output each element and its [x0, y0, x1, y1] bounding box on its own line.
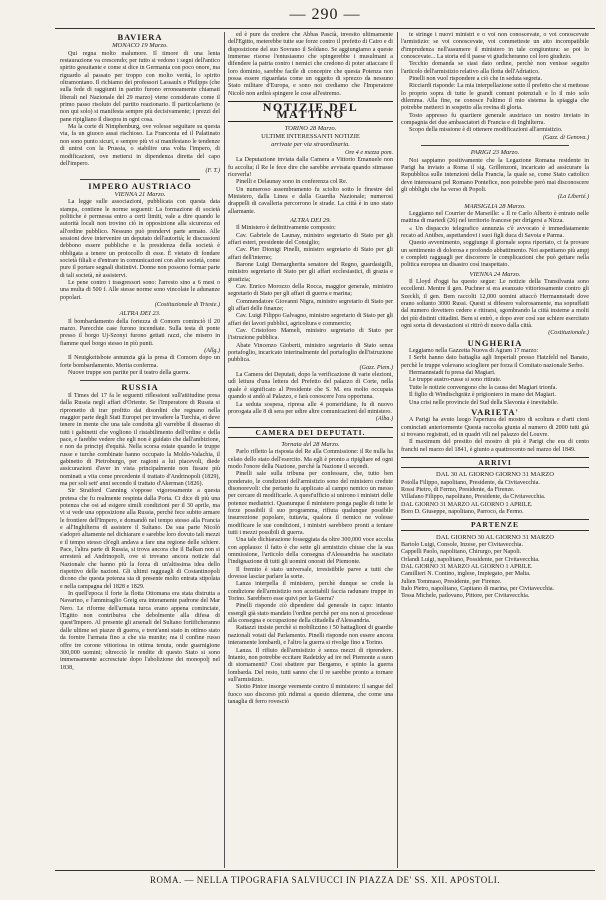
dateline: MONACO 19 Marzo.	[112, 42, 168, 50]
article-paragraph: Le truppe austro-russe si sono ritirate.	[409, 377, 502, 384]
article-paragraph: Pinelli risponde ciò dipendere dal generale in capo: intanto essergli già stato mandato l'ordine perchè per ora non si procedesse alla consegna e occupazione della cittadella d'Alessandria.	[228, 603, 393, 625]
article-paragraph: La legge sulle associazioni, pubblicata con questa data stampa, contiene le norme seguenti: La formazione di società politiche è permessa entro a certi limiti, vale a dire quando le autorità locali non trovino ciò in opposizione alla sicurezza ed all'ordine pubblico. Nessuno può prendervi parte armato. Alle sessioni deve intervenire un deputato dell'autorità; le discussioni debbono essere pubbliche e la presidenza della società è obbligata a tenere un protocollo di esse. È vietato di fondare società filiali e d'entrare in comunicazioni con altre società, come pure il portare segnali distintivi. Donne non possono formar parte di tali società, nè assistervi.	[60, 199, 220, 279]
departure-entry: Bartolo Luigi, Console, Inzese, per Civitavecchia.	[401, 542, 524, 548]
article-paragraph: Nuove truppe son partite per il teatro della guerra.	[68, 370, 190, 377]
subheading: ULTIME INTERESSANTI NOTIZIE	[261, 133, 360, 141]
article-paragraph: I Serbi hanno dato battaglia agli Imperiali presso Hatzfeld nel Banato, perchè le truppe volevano sciogliere per forza il Comitato nazionale Serbo.	[401, 355, 589, 369]
section-title-varieta: VARIETA'	[471, 406, 519, 417]
section-title-ungheria: UNGHERIA	[467, 337, 523, 348]
article-paragraph: La Camera dei Deputati, dopo la verificazione di varie elezioni, udì lettura d'una lettera del Prefetto del palazzo di Corte, nella quale è significato al Presidente che S. M. era molto occupata quando si andò al Palazzo, e farà conoscere l'ora opportuna.	[228, 372, 393, 401]
article-paragraph: La Deputazione inviata dalla Camera a Vittorio Emanuele non fu accolta; il Re le fece dire che sarebbe avvisata quando stimasse riceverla!	[228, 157, 393, 178]
page-number: — 290 —	[289, 6, 361, 23]
minister-entry: Barone Luigi Demargherita senatore del Regno, guardasigilli, ministro segretario di Stato per gli affari ecclesiastici, di grazia e giustizia;	[228, 261, 393, 283]
section-title-arrivi: ARRIVI	[401, 457, 589, 468]
article-paragraph: Ricciardi risponde: La mia interpellazione sotto il prefetto che si mettesse lo proprio sopra di tutte le grandi comuni potenziali e lo il mio solo dilemma. Alla fine, ne conosce l'ultimo il mio sistema la spiaggia che potrebbe metterci in sospetto alla rovina di gloria.	[401, 83, 589, 112]
divider	[80, 380, 200, 381]
source-credit: (F. T.)	[205, 168, 220, 175]
source-credit: (Costituzionale.)	[548, 330, 589, 337]
article-paragraph: « Un dispaccio telegrafico annunzia c'è avvocato è immediatamente recato ad Antibes, aspettandovi i suoi figli duca di Savoia e Parma.	[401, 225, 589, 239]
article-paragraph: Il Times del 17 fa le seguenti riflessioni sull'attitudine presa dalla Russia negli affari d'Oriente. Se l'Imperatore di Russia si riprometto di trar profitto dai disordini che regnano nella maggior parte degli Stati Europei per invadere la Turchia, ei deve tenere in mente che una tale condotta gli varrebbe il dissenso di tutti i gabinetti che vogliono il ristabilimento dell'ordine e della pace, e farebbe vedere che egli non è guidato che dall'ambizione, e non da principj d'equità. Nella scorsa estate quando le truppe russe e turche combinate hanno occupato la Moldo-Valachia, il gabinetto di Pietroburgo, per ragioni a lui piacevoli, diede assicurazioni d'aver in vista principalmente non fissare più nominati a vita come precedente il trattato d'Andrinopoli (1829), ma per soli sett' anni secondo il trattato d'Akerman (1826).	[60, 392, 220, 487]
minister-list	[228, 233, 393, 365]
left-column	[60, 32, 220, 672]
source-credit: (Gazz. di Genova.)	[542, 134, 589, 141]
dateline: Tornata del 28 Marzo.	[281, 440, 340, 448]
article-paragraph: Una tale dichiarazione fosseggiata da oltre 300,000 voce accolta con applauso: il fatto è che sette gli armistizio chiuse che la sua ommissione, l'articolo della consegna d'Alessandria ha suscitato l'indignazione di tutti gli uomini onorati del Piemonte.	[228, 537, 393, 566]
article-paragraph: Il fremito è stato universale, irresistibile parve a tutti che dovesse lasciar parlare la sorte.	[228, 566, 393, 581]
departure-entry: Tessa Michele, padovano, Pittore, per Civitavecchia.	[401, 593, 530, 600]
arrivals-list	[401, 480, 589, 517]
section-title-russia: RUSSIA	[121, 382, 159, 393]
departure-entry: Cappelli Paolo, napolitano, Chirurgo, per Napoli.	[401, 549, 522, 556]
article-paragraph: In quell'epoca il forte la flotta Ottomana era stata distrutta a Navarino, e l'ammiraglio Greig era interamente padrone del Mar Nero. Le riforme dell'armata turca erano appena cominciate, l'Egitto non contribuiva che debolmente alla difesa di quest'Impero. Al presente gli arsenali del Sultano fortificheranno dalle ultime sei piazze di guerra, e trent'anni stato in ottimo stato da fornire l'armata fino a che sia munite; ma il confine russo offre tre corone vittoriosa in ottima tenuta, onde guarnigione 300,000 uomini; oltrecciò le rendite di questo Stato si sono immensamente accresciute dopo l'abolizione dei monopolj nel 1838,	[60, 591, 220, 671]
departure-entry: Julien Tommaso, Presidente, per Firenze.	[401, 578, 502, 585]
section-title-austria: IMPERO AUSTRIACO	[88, 180, 192, 191]
imprint-footer: ROMA. — NELLA TIPOGRAFIA SALVIUCCI IN PIAZZA DE' SS. XII. APOSTOLI.	[150, 875, 500, 885]
source-credit: (Gazz. Piem.)	[359, 364, 393, 371]
right-column	[401, 32, 589, 601]
article-paragraph: Un numeroso assembramento fu sciolto sotto le finestre del Ministero, dalla Linea e dalla Guardia Nazionale; numerosi drappelli di cavalleria percorrono le strade. La città è in uno stato allarmante.	[228, 186, 393, 215]
article-paragraph: Leggiamo nella Gazzetta Nuova di Agram 17 marzo:	[409, 348, 539, 355]
column-divider	[224, 32, 225, 868]
departure-entry: DAL GIORNO 31 MARZO AL GIORNO 1 APRILE.	[401, 564, 533, 571]
minister-entry: Cav. Enrico Morozzo della Rocca, maggior generale, ministro segretario di Stato per gli affari di guerra e marina;	[228, 284, 393, 298]
article-paragraph: Le pene contro i trasgressori sono: l'arresto sino a 6 mesi o una multa di 500 f. Alle stesse norme sono vincolate le adunanze popolari.	[60, 280, 220, 301]
divider	[80, 179, 200, 180]
article-paragraph: Pinelli non vuol rispondere a ciò che in seduta segreta.	[409, 76, 543, 83]
page-header	[55, 6, 595, 26]
subheading: ALTRA DEI 29.	[289, 216, 332, 224]
article-paragraph: Siotto Pintor insorge veemente contro il ministero: il sangue del fuoco suo discorso più ridimsi a questo dilemma, che come una tanaglia di ferro rovesciò	[228, 684, 393, 705]
section-title-notizie: NOTIZIE DEL MATTINO	[228, 101, 393, 122]
time-note: Ore 4 e mezza pom.	[344, 149, 393, 156]
article-paragraph: Tosto appresso fu quartiere generale austriaco un nostro inviato in compagnia dei due ambasciatori di Francia e di Inghilterra.	[401, 112, 589, 127]
source-credit: (Costituzionale di Trieste.)	[154, 302, 220, 309]
article-paragraph: Il maximum del prestito del mostro di più è Parigi che era di cento franchi nel marzo del 1841, è giunto a quattrocento nel marzo del 1849.	[401, 439, 589, 453]
article-paragraph: te stringe i nuovi ministri e o voi non conoscevate, o voi conoscevate l'armistizio: se voi conoscevate, voi commetteste un atto incompatibile d'imprudenza nell'assumere il ministero in tale congiuntura: se poi lo conoscevate... La storia ed il paese vi giudicheranno col loro giudizio.	[401, 32, 589, 61]
minister-entry: Cav. Luigi Filippo Galvagno, ministro segretario di Stato per gli affari dei lavori pubblici, agricoltura e commercio;	[228, 313, 393, 327]
divider	[421, 145, 569, 146]
article-paragraph: Sir Stratford Canning s'oppose vigorosamente a questa pretesa che fu realmente respinta dalla Porta. Ci dice di più una potenza che osi ad esigere simili condizioni per il 30 aprile, ma vi si vede una opposizione alla Russia, perchè fece subito armare le frontiere dell'Impero, e domandò nel tempo stesso alla Francia e all'Inghilterra di assistere il Sultano. Da sua parte Nicolò s'adoprò altamente nel dichiarare e sarebbe loro dovuto tali mezzi e il tempo stesso ch'egli andava a fare una regione delle schiere. Pace, l'altra parte di Russia, si trova ancora che il Balkan non si arresterà ad Andrinopoli, ove si trovano ancora notizie dal Nazionale che hanno più la forza di un'altissima idea dello rispettivo delle nazioni. Gli ultimi ragguagli di Costantinopoli dicono che questa potenza sia di presente molto entrata stipolata e nella campagna del 1828 e 1829.	[60, 488, 220, 590]
article-paragraph: Questo avvenimento, soggiunge il giornale sopra riportato, ci fa provare un sentimento di dolorosa e profondo abbattimento. Noi aspettiamo più ampj e completi ragguagli per discorrere le complicazioni che può gettare nella politica europea un disastro così inaspettato.	[401, 240, 589, 269]
arrival-entry: Potolla Filippo, napolitano, Presidente, da Civitavecchia.	[401, 479, 540, 486]
article-paragraph: Tutte le notizie convengono che la causa dei Magiari trionfa.	[409, 384, 558, 391]
article-paragraph: Il bombardamento della fortezza di Comorn cominciò il 20 marzo. Parecchie case furono incendiate. Sulla testa di ponte presso il borgo Uj-Szonyi furono gettati razzi, che misero in fiamme quel borgo stesso in più punti.	[60, 318, 220, 347]
arrival-entry: DAL GIORNO 31 MARZO AL GIORNO 1 APRILE.	[401, 501, 533, 508]
article-paragraph: Una crisi nelle provincie del Sud della Slavonia è inevitabile.	[409, 399, 559, 406]
article-paragraph: Noi sappiamo positivamente che la Legazione Romana residente in Parigi ha inviato a Roma il sig. Grillenzoni, incaricato ad assicurare la Repubblica sulle intenzioni della Francia, la quale se, come Stato cattolico deve interessarsi pel Romano Pontefice, non potrebbe però mai disconoscere gli obblighi che ha verso di Popoli.	[401, 157, 589, 193]
arrival-entry: Villafano Filippo, napolitano, Presidente, da Civitavecchia.	[401, 494, 546, 501]
article-paragraph: Tecchio domanda se siasi dato ordine, perchè non venisse seguito l'articolo dell'armistizio relativo alla flotta dell'Adriatico.	[401, 61, 589, 75]
article-paragraph: Rattazzi insiste perchè si mobilizzino i 50 battaglioni di guardie nazionali votati dal Parlamento. Pinelli risponde non essere ancora interamente lombardi, e l'altro la guerra si rivolge fino a Torino.	[228, 625, 393, 647]
article-paragraph: A Parigi ha avuto luogo l'apertura del mostro di scoltura e d'arti cioni cominciati anteriormente Questa raccolta giunta al numero di 2000 tutti già si trovano registrati, ed in quadri vili nel palazzo del Louvre.	[401, 417, 589, 438]
departure-entry: Italo Pietro, napolitano, Capitano di marina, per Civitavecchia.	[401, 586, 555, 593]
section-title-partenze: PARTENZE	[401, 519, 589, 530]
article-paragraph: La seduta sospesa, ripresa alle 4 pomeridiane, fu di nuovo prorogata alle 8 di sera per udire altre comunicazioni del ministero.	[228, 401, 393, 415]
departure-entry: Camillieri N. Contino, inglese, Impiegato, per Malta.	[401, 571, 531, 578]
subheading: DAL 30 AL GIORNO GIORNO 31 MARZO	[436, 471, 554, 479]
header-rule	[55, 28, 595, 29]
article-paragraph: Il figlio di Windischgrätz è prigioniero in mano dei Magiari.	[409, 392, 556, 399]
subheading: arrivate per via straordinaria.	[271, 141, 350, 149]
article-paragraph: Lanza. Il rifiuto dell'armistizio è senza mezzi di riprendere. Intanto, non potrebbe eccitare Radetzky ad ire nel Piemonte a suon di stornamenti? Cosi sbattere pur Bergamo, e spinto la guerra lombarda. Del resto, tutti sanno che il re sarebbe pronto a tornare sull'armistizio.	[228, 647, 393, 683]
dateline: VIENNA 21 Marzo.	[114, 190, 166, 198]
section-title-camera: CAMERA DEI DEPUTATI.	[228, 427, 393, 438]
article-paragraph: Leggiamo nel Courrier de Marseille: « Il re Carlo Alberto è entrato nelle mattina di martedì (26) nel territorio francese per dirigersi a Nizza.	[401, 210, 589, 225]
article-paragraph: Pinelli sale sulla tribuna per confessare, che, tutto ben ponderato, le condizioni dell'armistizio sono del ministero credute disonorevoli: che pertanto fu applicato al campo nemico un messo per cercare di modificarle. A quest'ufficio si unirono i ministri delle potenze mediatrici. Quanunque il ministero ponga paglie di tutte le forze possibili il suo programma, rifiuta qualunque possibile insurrezione popolare, tuttavia, qualora il nemico ne volesse modificare le sue condizioni, i ministri sarebbero pronti a tentare tutti i mezzi possibili di guerra.	[228, 471, 393, 536]
source-credit: (Alba.)	[375, 416, 393, 423]
subheading: ALTRA DEI 23.	[119, 310, 161, 318]
article-paragraph: Qui regna molto malumore. Il timore di una lenta restaurazione va crescendo; per tutto si vedono i segni dell'antico spirito gesuitante e come si dice in Germania con poco onore, ma riguardo al passato per troppo con molto verità, lo spirito oltramontano. Il richiamo dei professori Lassaulx e Philipps (che sulla fede di raggiunti in partito furono erroneamente chiamati liberali nel Nazionale del 29 marzo) viene considerato come il primo passo risoluto del partito reazionario. Il particolarismo (e non qui solo) si manifesta sempre più decisivamente; i prezzi del pane ripigliano il disopra in ogni cosa.	[60, 50, 220, 123]
article-paragraph: Scopo della missione è di ottenere modificazioni all'armistizio.	[409, 127, 563, 134]
article-paragraph: Parlo rifletto la risposta del Re alla Commissione: il Re nulla ha celato dello stato dell'esercito. Ma egli è pronto a ripigliare ed ogni modo l'onore della Nazione, perchè la Nazione il secondi.	[228, 449, 393, 470]
departure-entry: Orlandi Luigi, napolitano, Possidente, per Civitavecchia.	[401, 556, 540, 563]
article-paragraph: Il Neuigkeitsbote annunzia già la presa di Comorn dopo un forte bombardamento. Merita conferma.	[60, 355, 220, 369]
dateline: PARIGI 23 Marzo.	[470, 149, 520, 157]
article-paragraph: Lanza interpella il ministero, perchè dunque se crede la condizione dell'armistizio non accettabili faccia radunare truppe in Torino. Sarebbero esse quivi per la Guerra?	[228, 581, 393, 603]
middle-column	[228, 32, 393, 706]
article-paragraph: ed è pure da credere che Abbas Pascià, invesito ultimamente dell'Egitto, meterebbe tutte sue forze contro il prefetto di Cairo e di disposizione del suo Sovrano il Soldano. Se aggiungiamo a queste immense risorse l'entusiasmo che spingerebbe i musulmani a difendere la patria contro i nemici che credono di poter attaccare il loro dominio, sarebbe facile di concepire che questa Potenza non possa essere riguardata come un oggetto di sprezzo da nessuno Stato militare d'Europa, e sono noi crediamo che l'Imperatore Nicolò non ardirà spingere le cose all'estremo.	[228, 32, 393, 97]
article-paragraph: Il Lloyd d'oggi ha questo segue: Le notizie della Transilvania sono eccellenti. Mentre il gen. Puchner si era avanzato vittoriosamente contro gli Szeckli, il gen. Bem raccolti 12,000 uomini attaccò Hermannstadt dove erano soltanto 3000 Russi. Questi si difesero valorosamente, ma sopraffatti dal numero dovettero cedere e ritirarsi, sgombrando la città insieme a molti dei più distinti cittadini. Bem si entrò, e dopo aver così sue schiere esercitato ogni sorta di devastazioni si ritirò di nuovo dalla città.	[401, 279, 589, 330]
source-credit: (Allg.)	[204, 348, 220, 355]
arrival-entry: Rossi Pietro, di Fermo, Presidente, da Firenze.	[401, 486, 515, 493]
article-paragraph: Il Ministero è definitivamente composto:	[236, 225, 336, 232]
source-credit: (La Liberté.)	[557, 194, 589, 201]
arrival-entry: Boro D. Giuseppe, napolitano, Parroco, da Fermo.	[401, 508, 524, 515]
minister-entry: Abate Vincenzo Gioberti, ministro segretario di Stato senza portafoglio, incaricato interinalmente del portafoglio dell'istruzione pubblica.	[228, 342, 393, 364]
minister-entry: Cav. Gabriele de Launay, ministro segretario di Stato per gli affari esteri, presidente del Consiglio;	[228, 232, 393, 246]
article-paragraph: Hermannstadt fu presa dai Magiari.	[409, 370, 496, 377]
dateline: VIENNA 24 Marzo.	[469, 270, 521, 278]
article-paragraph: Pinelli e Delaunay sono in conferenza col Re.	[236, 179, 348, 186]
column-divider	[397, 32, 398, 868]
minister-entry: Cav. Pier Dionigi Pinelli, ministro segretario di Stato per gli affari dell'interno;	[228, 247, 393, 261]
subheading: DAL GIORNO 30 AL GIORNO 31 MARZO	[436, 533, 554, 541]
dateline: TORINO 28 Marzo.	[284, 124, 337, 132]
minister-entry: Commendatore Giovanni Nigra, ministro segretario di Stato per gli affari delle finanze;	[228, 298, 393, 313]
minister-entry: Cav. Cristoforo Mameli, ministro segretario di Stato per l'istruzione pubblica.	[228, 328, 393, 342]
dateline: MARSIGLIA 28 Marzo.	[464, 202, 526, 210]
article-paragraph: Ma la corte di Nimphenburg, ove volesse seguitare su questa via, fa un giuoco assai rischioso. La Franconia ed il Palatinato non sono punto sicuri, e sempre più vi si manifestano le tendenze di unirsi con la Prussia, o stabilire una volta l'impero, di modificazioni, ove mettersi in dipendenza diretta del capo dell'impero.	[60, 124, 220, 167]
section-title-baviera: BAVIERA	[117, 32, 163, 42]
departures-list	[401, 542, 589, 601]
footer-rule	[55, 870, 595, 871]
